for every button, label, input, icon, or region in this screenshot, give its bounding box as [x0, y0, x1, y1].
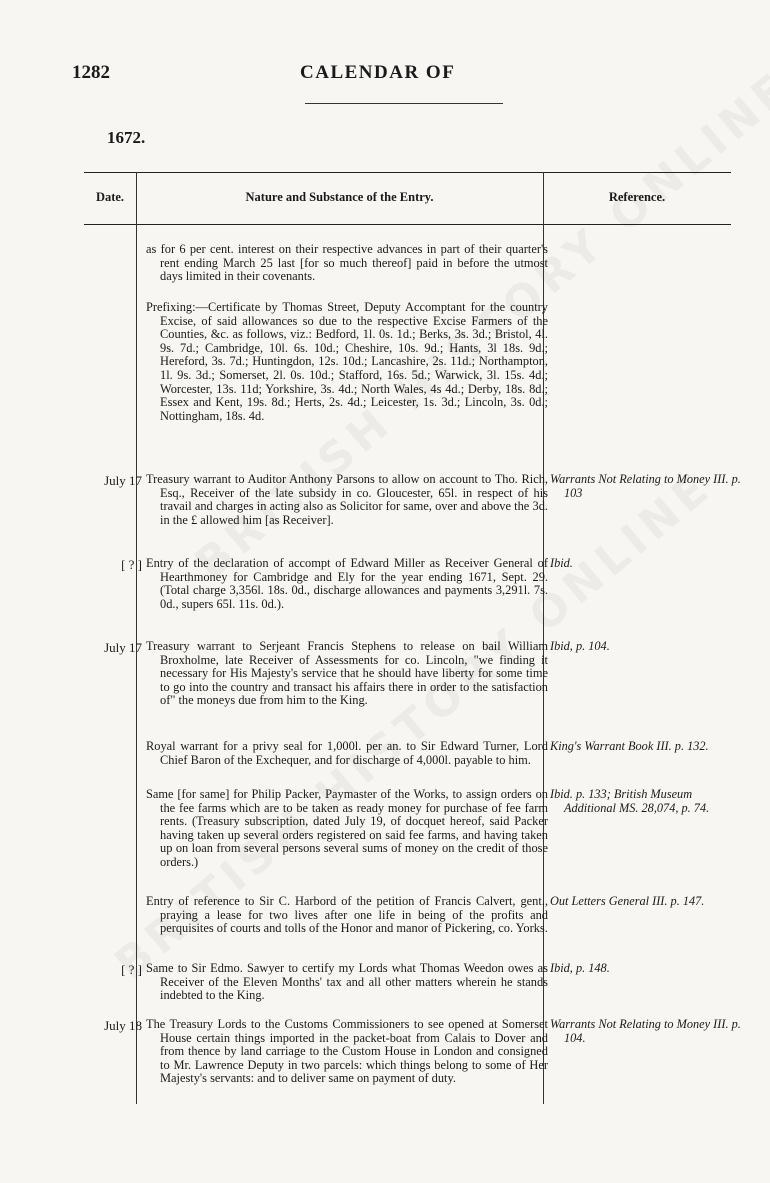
entry-reference: Warrants Not Relating to Money III. p. 103: [550, 472, 741, 500]
running-title: CALENDAR OF: [300, 62, 456, 83]
table-header-rule: [84, 224, 731, 225]
column-header-date: Date.: [95, 190, 125, 204]
column-header-nature: Nature and Substance of the Entry.: [245, 190, 434, 204]
entry-date: [ ? ]: [121, 557, 142, 572]
entry-text: Entry of reference to Sir C. Harbord of the petition of Francis Calvert, gent., praying a lease for two lives after one life in being of the profits and perquisites of courts and tolls of the Honor and manor of Pickering, co. Yorks.: [146, 894, 548, 936]
title-rule: [305, 103, 503, 104]
entry-text: Treasury warrant to Auditor Anthony Parsons to allow on account to Tho. Rich, Esq., Receiver of the late subsidy in co. Gloucester, 65l. in respect of his travail and charges in acting also as Solicitor for same, over and above the 3d. in the £ allowed him [as Receiver].: [146, 472, 548, 527]
entry-reference: King's Warrant Book III. p. 132.: [550, 739, 709, 753]
entry-text: Same [for same] for Philip Packer, Paymaster of the Works, to assign orders on the fee farms which are to be taken as ready money for purchase of fee farm rents. (Treasury subscription, dated July 19, of docquet hereof, said Packer having taken up several orders registered on said fee farms, and having taken up on loan from several persons several sums of money on the credit of those orders.): [146, 787, 548, 869]
entry-reference: Out Letters General III. p. 147.: [550, 894, 705, 908]
table-top-rule: [84, 172, 731, 173]
entry-text: Treasury warrant to Serjeant Francis Stephens to release on bail William Broxholme, late Receiver of Assessments for co. Lincoln, "we finding it necessary for His Majesty's service that he should have liberty for some time to go into the country and transact his affairs there in order to the satisfaction of" the moneys due from him to the King.: [146, 639, 548, 708]
entry-text: Same to Sir Edmo. Sawyer to certify my Lords what Thomas Weedon owes as Receiver of the Eleven Months' tax and all other matters wherein he stands indebted to the King.: [146, 961, 548, 1003]
entry-reference: Warrants Not Relating to Money III. p. 104.: [550, 1017, 741, 1045]
entry-date: July 17: [104, 640, 142, 655]
page-number: 1282: [72, 62, 110, 83]
entry-reference: Ibid, p. 104.: [550, 639, 610, 653]
entry-text: Prefixing:—Certificate by Thomas Street, Deputy Accomptant for the country Excise, of said allowances so due to the respective Excise Farmers of the Counties, &c. as follows, viz.: Bedford, 1l. 0s. 1d.; Berks, 3s. 3d.; Bristol, 4l. 9s. 7d.; Cambridge, 10l. 6s. 10d.; Cheshire, 10s. 9d.; Hants, 3l 18s. 9d.; Hereford, 3s. 7d.; Huntingdon, 12s. 10d.; Lancashire, 2s. 11d.; Northampton, 1l. 9s. 3d.; Somerset, 2l. 0s. 10d.; Stafford, 16s. 5d.; Warwick, 3l. 15s. 4d.; Worcester, 13s. 11d; Yorkshire, 3s. 4d.; North Wales, 4s 4d.; Derby, 18s. 8d.; Essex and Kent, 19s. 8d.; Herts, 2s. 4d.; Leicester, 1s. 3d.; Lincoln, 3s. 0d.; Nottingham, 18s. 4d.: [146, 300, 548, 423]
entry-reference: Ibid.: [550, 556, 573, 570]
entry-date: [ ? ]: [121, 962, 142, 977]
entry-date: July 18: [104, 1018, 142, 1033]
entry-text: as for 6 per cent. interest on their respective advances in part of their quarter's rent ending March 25 last [for so much thereof] paid in before the utmost days limited in their covenants.: [146, 242, 548, 284]
entry-text: Entry of the declaration of accompt of Edward Miller as Receiver General of Hearthmoney for Cambridge and Ely for the year ending 1671, Sept. 29. (Total charge 3,356l. 18s. 0d., discharge allowances and payments 3,291l. 7s. 0d., supers 65l. 11s. 0d.).: [146, 556, 548, 611]
year-heading: 1672.: [107, 128, 146, 147]
entry-reference: Ibid. p. 133; British Museum Additional MS. 28,074, p. 74.: [550, 787, 710, 815]
entry-date: July 17: [104, 473, 142, 488]
entry-text: Royal warrant for a privy seal for 1,000l. per an. to Sir Edward Turner, Lord Chief Baron of the Exchequer, and for discharge of 4,000l. payable to him.: [146, 739, 548, 767]
entry-text: The Treasury Lords to the Customs Commissioners to see opened at Somerset House certain things imported in the packet-boat from Calais to Dover and from thence by land carriage to the Custom House in London and consigned to Mr. Lawrence Deputy in two parcels: which things belong to some of Her Majesty's servants: and to deliver same on payment of duty.: [146, 1017, 548, 1086]
column-header-reference: Reference.: [608, 190, 666, 204]
entry-reference: Ibid, p. 148.: [550, 961, 610, 975]
